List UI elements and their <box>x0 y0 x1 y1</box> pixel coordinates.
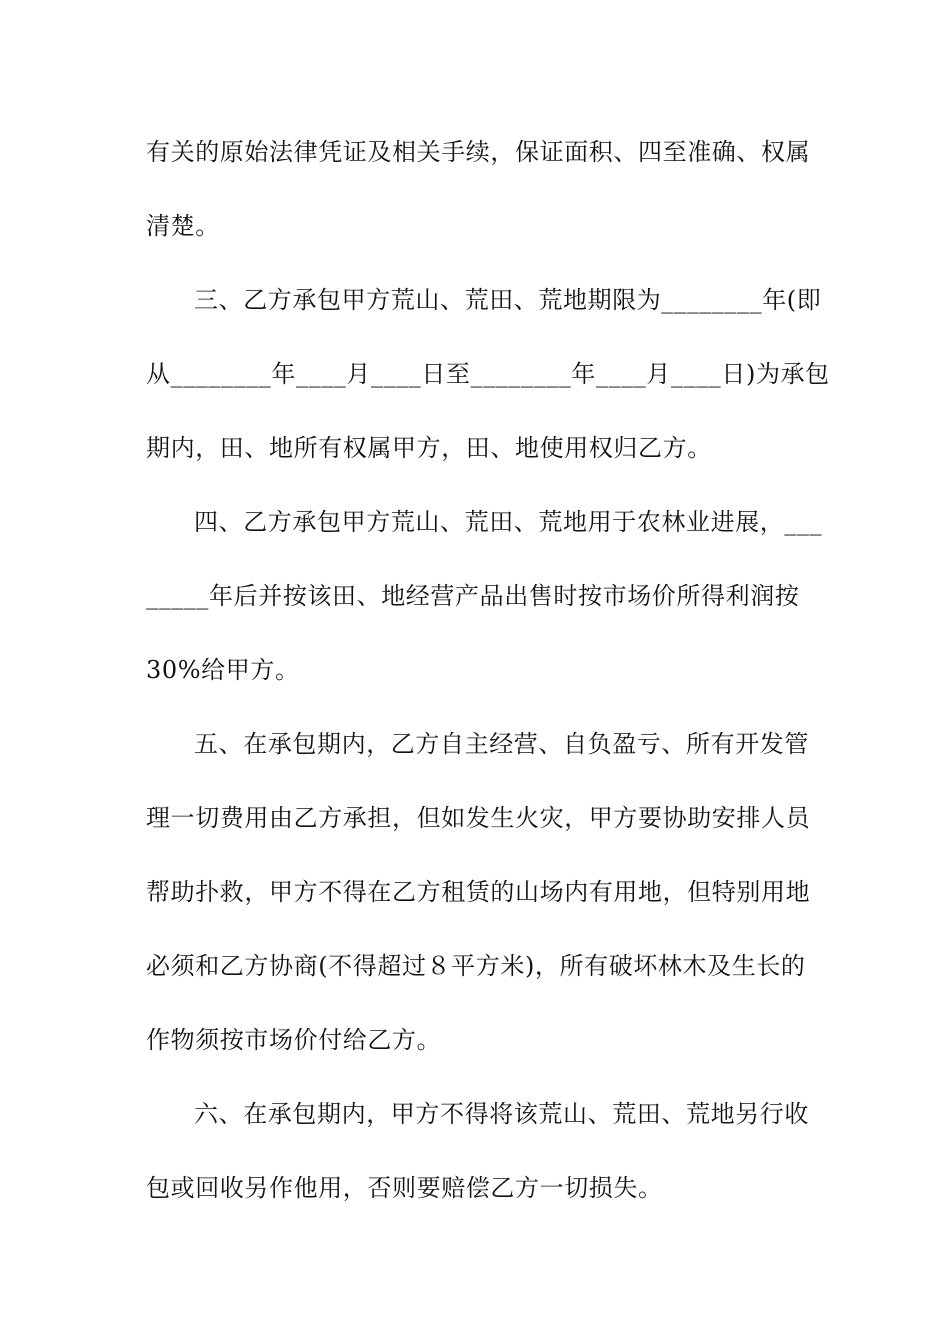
text-line: 期内，田、地所有权属甲方，田、地使用权归乙方。 <box>146 434 712 462</box>
text-line: 理一切费用由乙方承担，但如发生火灾，甲方要协助安排人员 <box>146 804 811 832</box>
clause-6-line: 六、在承包期内，甲方不得将该荒山、荒田、荒地另行收 <box>194 1100 809 1128</box>
text-line: 作物须按市场价付给乙方。 <box>146 1026 442 1054</box>
text-line: 包或回收另作他用，否则要赔偿乙方一切损失。 <box>146 1174 663 1202</box>
clause-5-line: 五、在承包期内，乙方自主经营、自负盈亏、所有开发管 <box>194 730 809 758</box>
text-line: 清楚。 <box>146 212 220 240</box>
text-line: 从________年____月____日至________年____月____日)为承包 <box>146 360 830 388</box>
text-line: 必须和乙方协商(不得超过８平方米)，所有破坏林木及生长的 <box>146 952 806 980</box>
text-line: 30%给甲方。 <box>146 656 300 684</box>
text-line: _____年后并按该田、地经营产品出售时按市场价所得利润按 <box>146 582 800 610</box>
text-line: 有关的原始法律凭证及相关手续，保证面积、四至准确、权属 <box>146 138 811 166</box>
clause-3-line: 三、乙方承包甲方荒山、荒田、荒地期限为________年(即 <box>194 286 822 314</box>
clause-4-line: 四、乙方承包甲方荒山、荒田、荒地用于农林业进展，___ <box>194 508 823 536</box>
text-line: 帮助扑救，甲方不得在乙方租赁的山场内有用地，但特别用地 <box>146 878 811 906</box>
